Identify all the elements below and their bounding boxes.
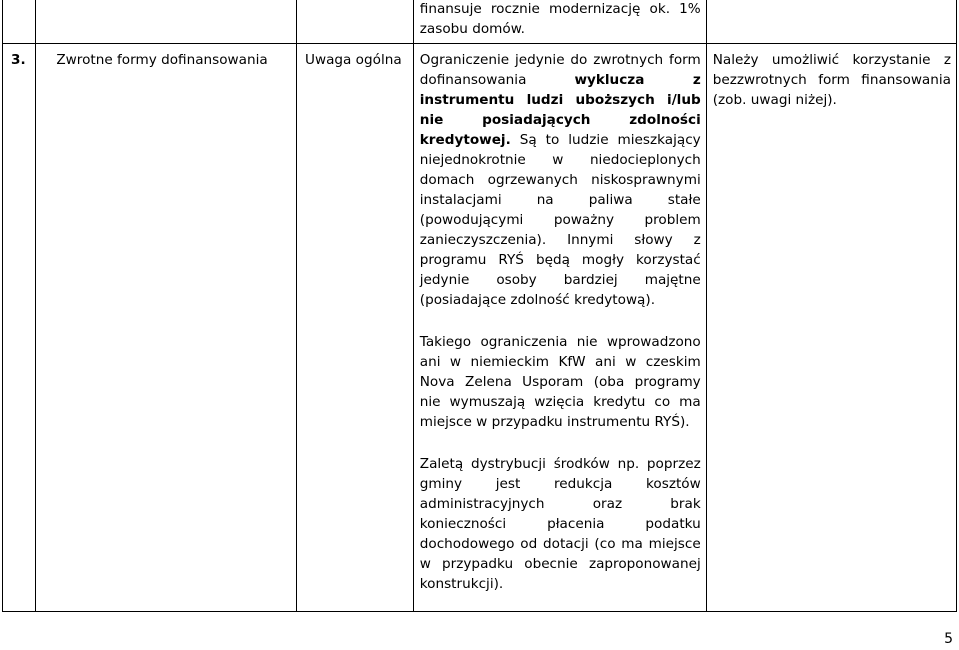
page-number: 5 [944,631,953,647]
prev-title-cell [36,0,297,44]
row-note: Uwaga ogólna [305,52,402,68]
comments-table [2,0,957,612]
comment-paragraph-1 [420,50,701,310]
row-comment-cell [413,44,706,612]
row-recommendation-cell [706,44,956,612]
recommendation-text: Należy umożliwić korzystanie z bezzwrotnych form finansowania (zob. uwagi niżej). [712,52,951,108]
prev-text-tail: finansuje rocznie modernizację ok. 1% zasobu domów. [419,1,701,37]
comment-paragraph-3: Zaletą dystrybucji środków np. poprzez gminy jest redukcja kosztów administracyjnych oraz brak konieczności płacenia podatku dochodowego od dotacji (co ma miejsce w przypadku obecnie zaproponowanej konstrukcji). [419,456,701,592]
row-title: Zwrotne formy dofinansowania [56,52,268,68]
prev-note-cell [297,0,414,44]
prev-number-cell [3,0,36,44]
comment-p1-bold: wyklucza z instrumentu ludzi uboższych i/lub nie posiadających zdolności kredytowej. [419,72,701,148]
comment-p1-rest: Są to ludzie mieszkający niejednokrotnie w niedocieplonych domach ogrzewanych niskosprawnymi instalacjami na paliwa stałe (powodującymi poważny problem zanieczyszczenia). Innymi słowy z programu RYŚ będą mogły korzystać jedynie osoby bardziej majętne (posiadające zdolność kredytową). [419,132,701,308]
row-title-cell [36,44,297,612]
prev-recommendation-cell [706,0,956,44]
table-row-previous [3,0,957,44]
comment-p1-start: Ograniczenie jedynie do zwrotnych form dofinansowania [419,52,701,88]
row-note-cell [297,44,414,612]
comment-paragraph-2: Takiego ograniczenia nie wprowadzono ani w niemieckim KfW ani w czeskim Nova Zelena Usporam (oba programy nie wymuszają wzięcia kredytu co ma miejsce w przypadku instrumentu RYŚ). [419,334,701,430]
prev-text-cell [413,0,706,44]
row-number: 3. [11,52,26,68]
table-row-3 [3,44,957,612]
row-number-cell [3,44,36,612]
